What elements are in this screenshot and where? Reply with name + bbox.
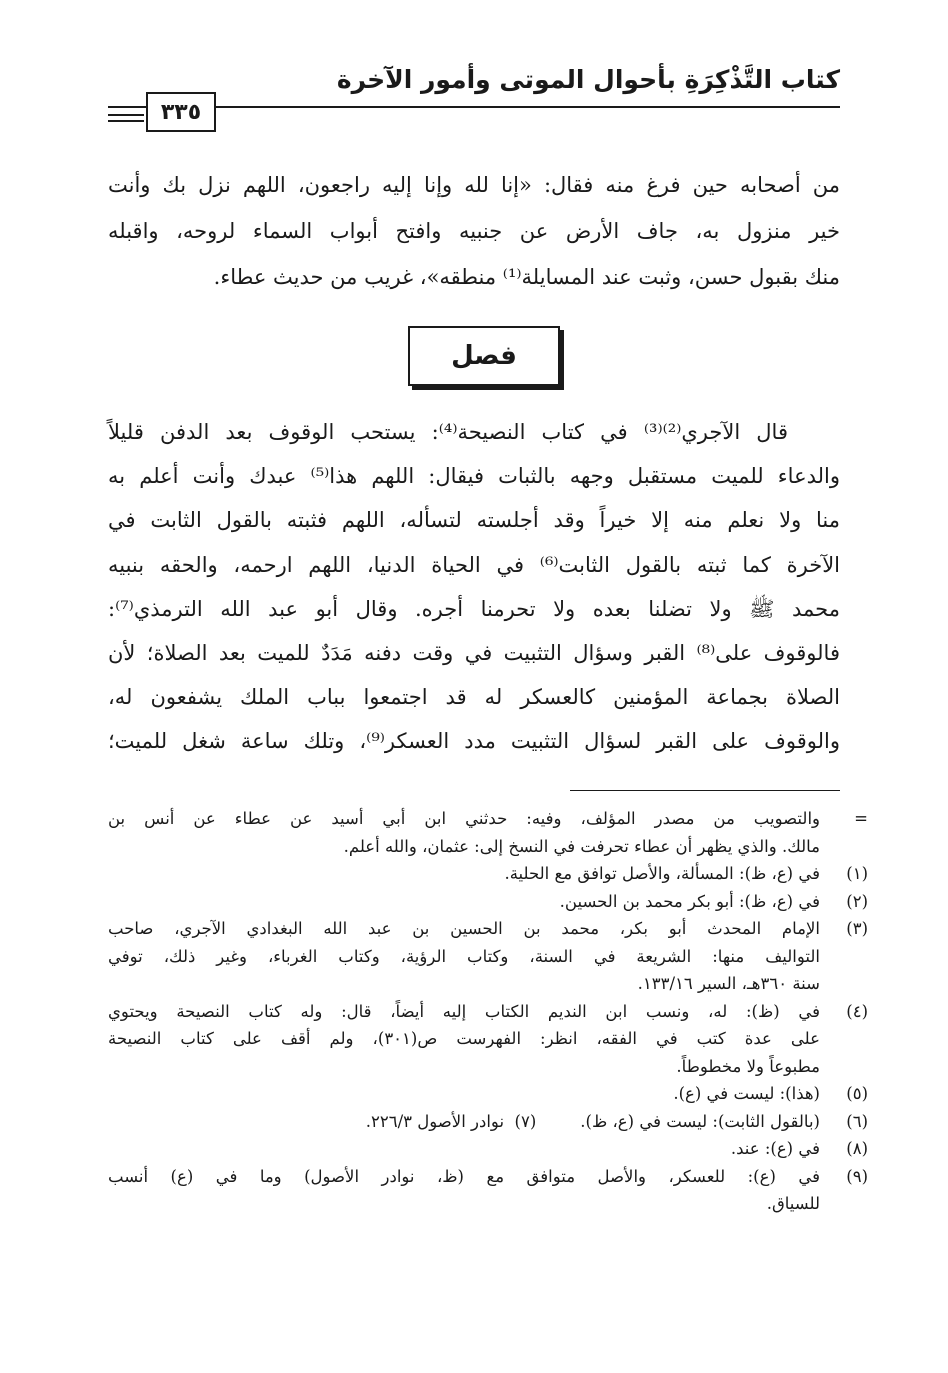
footnote-number: (١) <box>846 864 868 883</box>
footnote-line: للسياق. <box>766 1194 820 1213</box>
footnote-4 <box>108 998 868 1081</box>
footnote-number: = <box>854 809 868 828</box>
footnote-5 <box>108 1080 868 1108</box>
footnote-line: والتصويب من مصدر المؤلف، وفيه: حدثني ابن أبي أسيد عن عطاء عن أنس بن <box>108 809 820 828</box>
page-number: ٣٣٥ <box>146 92 216 132</box>
footnote-number: (٤) <box>846 1001 868 1021</box>
footnote-line: (هذا): ليست في (ع). <box>673 1084 820 1103</box>
footnote-number: (٩) <box>846 1166 868 1186</box>
paragraph-2-line: فالوقوف على⁽⁸⁾ القبر وسؤال التثبيت في وقت دفنه مَدَدٌ للميت بعد الصلاة؛ لأن <box>108 641 840 666</box>
footnote-number: (٣) <box>846 919 868 938</box>
footnote-line: التواليف منها: الشريعة في السنة، وكتاب الرؤية، وكتاب الغرباء، وغير ذلك، توفي <box>108 946 820 966</box>
paragraph-2-line: محمد ﷺ ولا تضلنا بعده ولا تحرمنا أجره. وقال أبو عبد الله الترمذي⁽⁷⁾: <box>108 596 840 621</box>
header-rule-double-bottom <box>108 120 144 122</box>
footnote-number: (٦) <box>846 1111 868 1131</box>
footnote-line: في (ع): للعسكر، والأصل متوافق مع (ظ، نوادر الأصول) وما في (ع) أنسب <box>108 1166 820 1186</box>
paragraph-1-line: من أصحابه حين فرغ منه فقال: «إنا لله وإنا إليه راجعون، اللهم نزل بك وأنت <box>108 173 840 197</box>
paragraph-1-line: منك بقبول حسن، وثبت عند المسايلة⁽¹⁾ منطقه»، غريب من حديث عطاء. <box>213 265 840 289</box>
footnote-line: في (ظ): له، ونسب ابن النديم الكتاب إليه أيضاً، قال: وله كتاب النصيحة ويحتوي <box>108 1001 820 1021</box>
footnote-number: (٥) <box>846 1084 868 1103</box>
paragraph-2-line: الصلاة بجماعة المؤمنين كالعسكر له قد اجتمعوا بباب الملك يشفعون له، <box>108 685 840 710</box>
footnote-2 <box>108 888 868 916</box>
footnote-number: (٧) <box>514 1111 537 1131</box>
header-rule <box>108 106 840 108</box>
running-header-title: كتاب التَّذْكِرَةِ بأحوال الموتى وأمور الآخرة <box>336 65 840 94</box>
footnote-text: (بالقول الثابت): ليست في (ع، ظ). <box>580 1111 820 1131</box>
paragraph-2-line: والدعاء للميت مستقبل وجهه بالثبات فيقال: اللهم هذا⁽⁵⁾ عبدك وأنت أعلم به <box>108 464 840 489</box>
header-rule-double-top <box>108 114 144 116</box>
paragraph-2-line: قال الآجري⁽²⁾⁽³⁾ في كتاب النصيحة⁽⁴⁾: يستحب الوقوف بعد الدفن قليلاً <box>108 420 788 444</box>
footnote-line: في (ع، ظ): أبو بكر محمد بن الحسين. <box>559 891 820 911</box>
footnote-separator <box>570 790 840 791</box>
footnote-number: (٢) <box>846 891 868 911</box>
section-heading: فصل <box>408 326 560 386</box>
footnote-line: في (ع، ظ): المسألة، والأصل توافق مع الحلية. <box>504 864 820 883</box>
footnote-6-7 <box>108 1108 868 1136</box>
footnote-line: مطبوعاً ولا مخطوطاً. <box>676 1056 820 1076</box>
footnote-continued <box>108 805 868 860</box>
footnote-line: في (ع): عند. <box>730 1139 820 1158</box>
footnote-line: الإمام المحدث أبو بكر، محمد بن الحسين بن عبد الله البغدادي الآجري، صاحب <box>108 919 820 938</box>
footnote-8 <box>108 1135 868 1163</box>
footnote-number: (٨) <box>846 1139 868 1158</box>
footnote-line: مالك. والذي يظهر أن عطاء تحرفت في النسخ إلى: عثمان، والله أعلم. <box>343 836 820 856</box>
footnote-1 <box>108 860 868 888</box>
paragraph-1 <box>108 162 840 300</box>
footnote-text: نوادر الأصول ٢٢٦/٣. <box>365 1111 505 1131</box>
paragraph-1-line: خير منزول به، جاف الأرض عن جنبيه وافتح أبواب السماء لروحه، واقبله <box>108 219 840 243</box>
footnotes <box>108 805 868 1218</box>
footnote-9 <box>108 1163 868 1218</box>
paragraph-2-line: الآخرة كما ثبته بالقول الثابت⁽⁶⁾ في الحياة الدنيا، اللهم ارحمه، والحقه بنبيه <box>108 552 841 577</box>
paragraph-2 <box>108 410 840 764</box>
paragraph-2-line: منا ولا نعلم منه إلا خيراً وقد أجلسته لتسأله، اللهم فثبته بالقول الثابت في <box>108 508 840 533</box>
footnote-line: على عدة كتب في الفقه، انظر: الفهرست ص(٣٠١)، ولم أقف على كتاب النصيحة <box>108 1029 820 1048</box>
footnote-line: سنة ٣٦٠هـ، السير ١٣٣/١٦. <box>637 974 820 993</box>
footnote-3 <box>108 915 868 998</box>
paragraph-2-line: والوقوف على القبر لسؤال التثبيت مدد العسكر⁽⁹⁾، وتلك ساعة شغل للميت؛ <box>108 729 840 754</box>
